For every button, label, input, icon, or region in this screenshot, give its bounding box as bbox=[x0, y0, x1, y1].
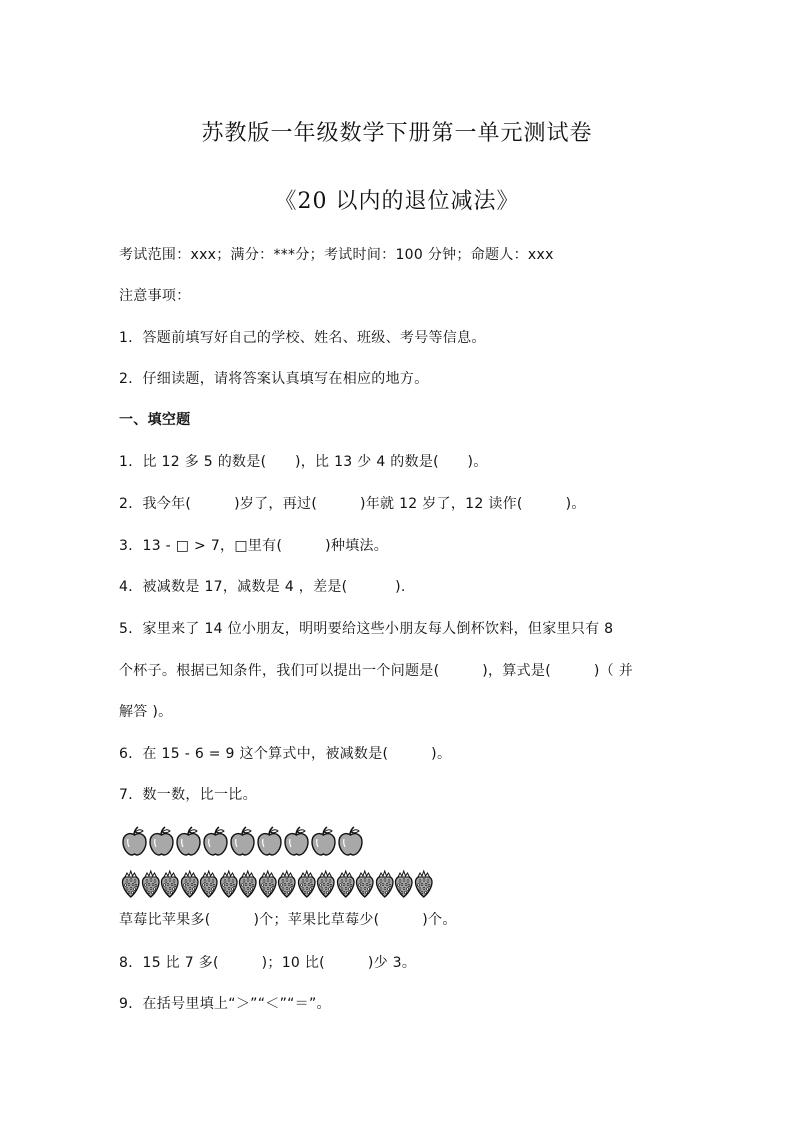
strawberry-icon bbox=[394, 868, 414, 898]
strawberry-icon bbox=[336, 868, 356, 898]
strawberry-icon bbox=[414, 868, 434, 898]
strawberry-icon bbox=[121, 868, 141, 898]
question-5-line-3: 解答 )。 bbox=[119, 704, 173, 720]
page-subtitle: 《20 以内的退位减法》 bbox=[274, 189, 520, 214]
question-8: 8．15 比 7 多( )；10 比( )少 3。 bbox=[119, 955, 417, 971]
strawberry-icon bbox=[141, 868, 161, 898]
strawberry-icon bbox=[199, 868, 219, 898]
apple-icon bbox=[202, 826, 229, 856]
apple-icon bbox=[310, 826, 337, 856]
apple-icon bbox=[121, 826, 148, 856]
strawberry-icon bbox=[316, 868, 336, 898]
apple-row bbox=[121, 826, 364, 856]
apple-icon bbox=[337, 826, 364, 856]
question-2: 2．我今年( )岁了，再过( )年就 12 岁了，12 读作( )。 bbox=[119, 496, 586, 512]
question-4: 4．被减数是 17，减数是 4 ，差是( ). bbox=[119, 579, 406, 595]
question-9: 9．在括号里填上“＞”“＜”“＝”。 bbox=[119, 996, 331, 1012]
strawberry-icon bbox=[180, 868, 200, 898]
apple-icon bbox=[175, 826, 202, 856]
strawberry-row bbox=[121, 868, 433, 898]
apple-icon bbox=[148, 826, 175, 856]
apple-icon bbox=[256, 826, 283, 856]
question-6: 6．在 15 - 6 = 9 这个算式中，被减数是( )。 bbox=[119, 746, 452, 762]
question-3: 3．13 - □ > 7，□里有( )种填法。 bbox=[119, 538, 389, 554]
page-title: 苏教版一年级数学下册第一单元测试卷 bbox=[201, 121, 593, 146]
apple-icon bbox=[229, 826, 256, 856]
exam-info: 考试范围：xxx；满分：***分；考试时间：100 分钟；命题人：xxx bbox=[119, 247, 554, 263]
strawberry-icon bbox=[258, 868, 278, 898]
strawberry-icon bbox=[277, 868, 297, 898]
note-item: 2．仔细读题，请将答案认真填写在相应的地方。 bbox=[119, 371, 429, 387]
question-5-line-2: 个杯子。根据已知条件，我们可以提出一个问题是( )，算式是( )（ 并 bbox=[119, 663, 633, 679]
question-7-answer: 草莓比苹果多( )个；苹果比草莓少( )个。 bbox=[119, 912, 457, 928]
note-item: 1．答题前填写好自己的学校、姓名、班级、考号等信息。 bbox=[119, 330, 486, 346]
strawberry-icon bbox=[297, 868, 317, 898]
apple-icon bbox=[283, 826, 310, 856]
strawberry-icon bbox=[219, 868, 239, 898]
question-7: 7．数一数，比一比。 bbox=[119, 787, 257, 803]
question-5-line-1: 5．家里来了 14 位小朋友，明明要给这些小朋友每人倒杯饮料，但家里只有 8 bbox=[119, 621, 614, 637]
strawberry-icon bbox=[238, 868, 258, 898]
strawberry-icon bbox=[355, 868, 375, 898]
strawberry-icon bbox=[375, 868, 395, 898]
question-1: 1．比 12 多 5 的数是( )，比 13 少 4 的数是( )。 bbox=[119, 454, 488, 470]
section-title: 一、填空题 bbox=[119, 412, 191, 428]
notes-header: 注意事项： bbox=[119, 288, 191, 304]
strawberry-icon bbox=[160, 868, 180, 898]
